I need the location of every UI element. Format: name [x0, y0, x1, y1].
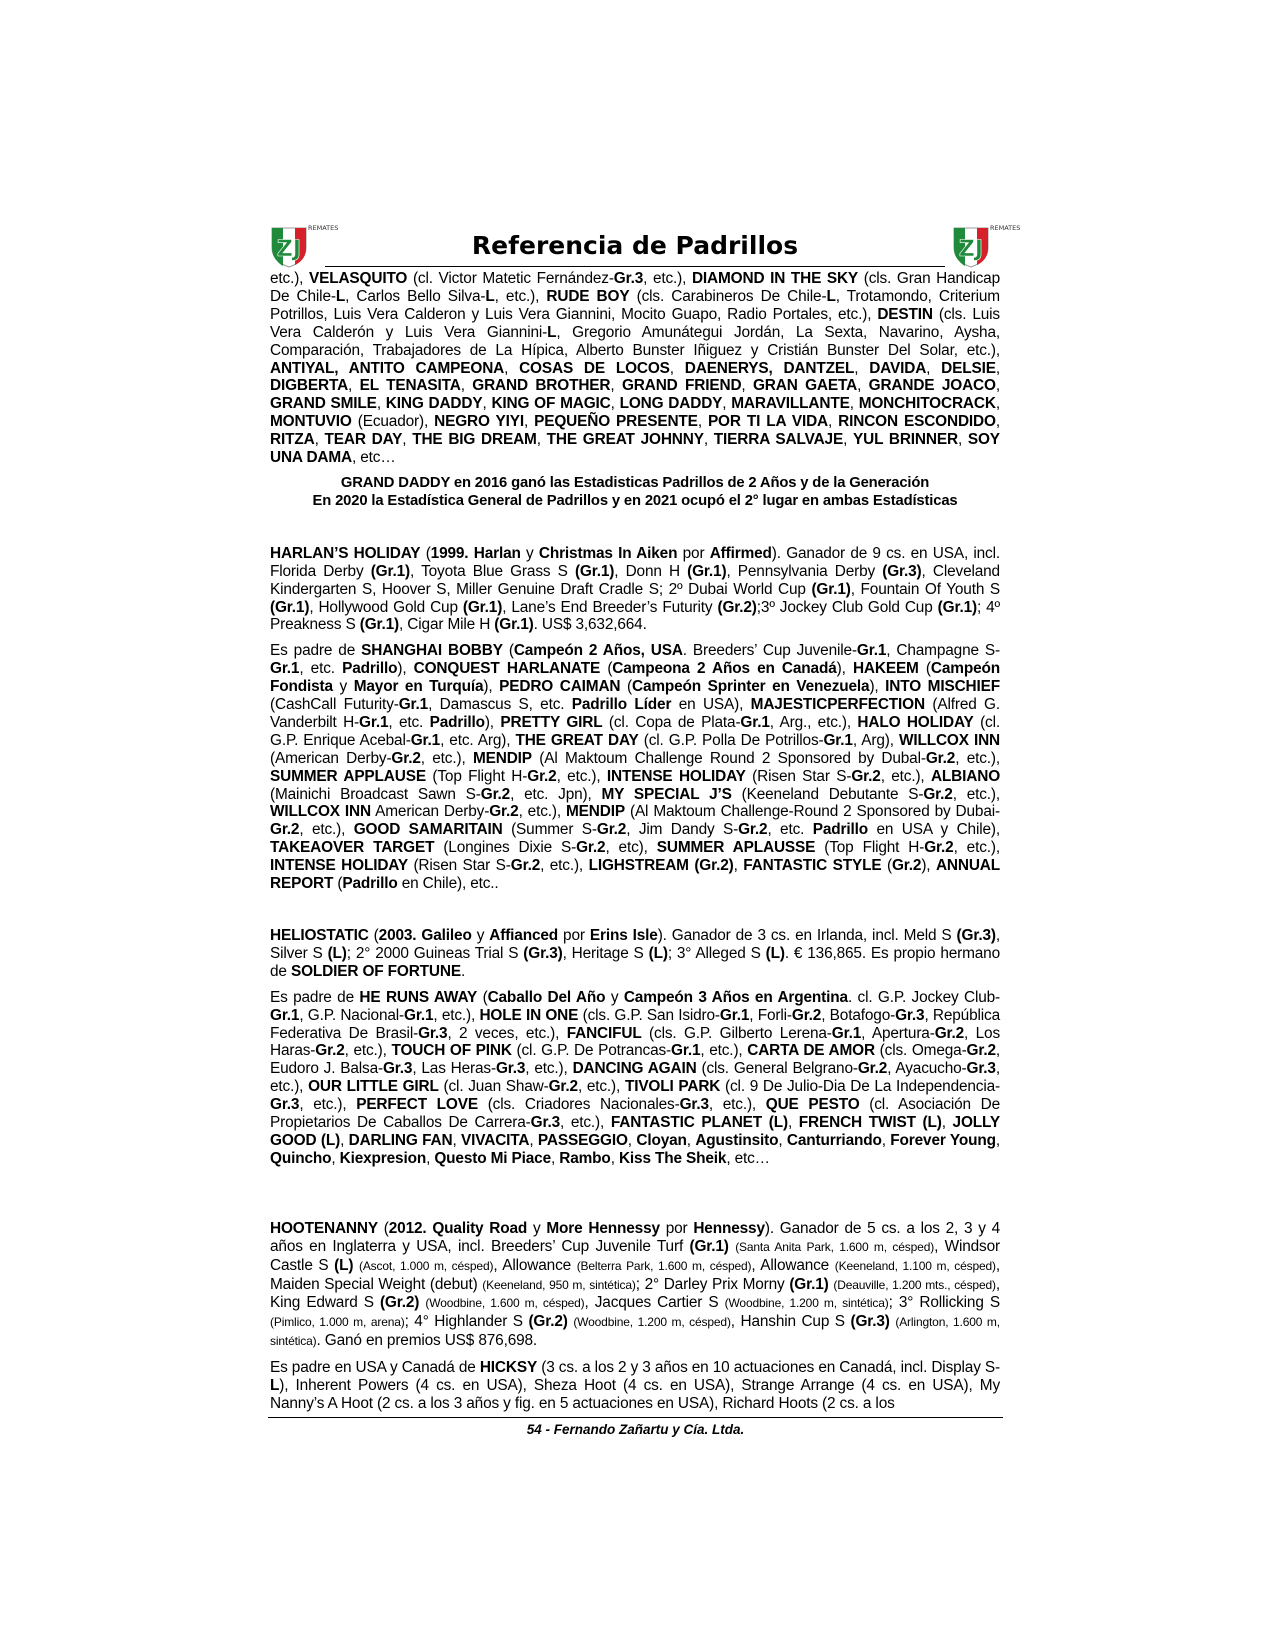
paragraph-heliostatic-progeny: Es padre de HE RUNS AWAY (Caballo Del Año y Campeón 3 Años en Argentina. cl. G.P. Jockey Club-Gr.1, G.P. Nacional-Gr.1, etc.), HOLE IN ONE (cls. G.P. San Isidro-Gr.1, Forli-Gr.2, Botafogo-Gr.3, República Federativa De Brasil-Gr.3, 2 veces, etc.), FANCIFUL (cls. G.P. Gilberto Lerena-Gr.1, Apertura-Gr.2, Los Haras-Gr.2, etc.), TOUCH OF PINK (cl. G.P. De Potrancas-Gr.1, etc.), CARTA DE AMOR (cls. Omega-Gr.2, Eudoro J. Balsa-Gr.3, Las Heras-Gr.3, etc.), DANCING AGAIN (cls. General Belgrano-Gr.2, Ayacucho-Gr.3, etc.), OUR LITTLE GIRL (cl. Juan Shaw-Gr.2, etc.), TIVOLI PARK (cl. 9 De Julio-Dia De La Independencia-Gr.3, etc.), PERFECT LOVE (cls. Criadores Nacionales-Gr.3, etc.), QUE PESTO (cl. Asociación De Propietarios De Caballos De Carrera-Gr.3, etc.), FANTASTIC PLANET (L), FRENCH TWIST (L), JOLLY GOOD (L), DARLING FAN, VIVACITA, PASSEGGIO, Cloyan, Agustinsito, Canturriando, Forever Young, Quincho, Kiexpresion, Questo Mi Piace, Rambo, Kiss The Sheik, etc…	[270, 988, 1001, 1167]
shield-icon	[952, 226, 990, 268]
page-footer: 54 - Fernando Zañartu y Cía. Ltda.	[526, 1422, 745, 1437]
header-rule	[325, 266, 945, 267]
logo-vertical-text: REMATES	[990, 224, 1021, 232]
statistics-note-line-1: GRAND DADDY en 2016 ganó las Estadisticas Padrillos de 2 Años y de la Generación	[340, 474, 930, 491]
footer-rule	[268, 1417, 1003, 1418]
svg-text:ZJ: ZJ	[276, 237, 302, 262]
paragraph-harlans-holiday: HARLAN’S HOLIDAY (1999. Harlan y Christmas In Aiken por Affirmed). Ganador de 9 cs. en USA, incl. Florida Derby (Gr.1), Toyota Blue Grass S (Gr.1), Donn H (Gr.1), Pennsylvania Derby (Gr.3), Cleveland Kindergarten S, Hoover S, Miller Genuine Draft Cradle S; 2º Dubai World Cup (Gr.1), Fountain Of Youth S (Gr.1), Hollywood Gold Cup (Gr.1), Lane’s End Breeder’s Futurity (Gr.2);3º Jockey Club Gold Cup (Gr.1); 4º Preakness S (Gr.1), Cigar Mile H (Gr.1). US$ 3,632,664.	[270, 544, 1000, 634]
remates-logo-right	[952, 224, 1021, 268]
page-title: Referencia de Padrillos	[471, 231, 799, 260]
paragraph-harlans-holiday-progeny: Es padre de SHANGHAI BOBBY (Campeón 2 Años, USA. Breeders’ Cup Juvenile-Gr.1, Champagne S-Gr.1, etc. Padrillo), CONQUEST HARLANATE (Campeona 2 Años en Canadá), HAKEEM (Campeón Fondista y Mayor en Turquía), PEDRO CAIMAN (Campeón Sprinter en Venezuela), INTO MISCHIEF (CashCall Futurity-Gr.1, Damascus S, etc. Padrillo Líder en USA), MAJESTICPERFECTION (Alfred G. Vanderbilt H-Gr.1, etc. Padrillo), PRETTY GIRL (cl. Copa de Plata-Gr.1, Arg., etc.), HALO HOLIDAY (cl. G.P. Enrique Acebal-Gr.1, etc. Arg), THE GREAT DAY (cl. G.P. Polla De Potrillos-Gr.1, Arg), WILLCOX INN (American Derby-Gr.2, etc.), MENDIP (Al Maktoum Challenge Round 2 Sponsored by Dubal-Gr.2, etc.), SUMMER APPLAUSE (Top Flight H-Gr.2, etc.), INTENSE HOLIDAY (Risen Star S-Gr.2, etc.), ALBIANO (Mainichi Broadcast Sawn S-Gr.2, etc. Jpn), MY SPECIAL J’S (Keeneland Debutante S-Gr.2, etc.), WILLCOX INN American Derby-Gr.2, etc.), MENDIP (Al Maktoum Challenge-Round 2 Sponsored by Dubai-Gr.2, etc.), GOOD SAMARITAIN (Summer S-Gr.2, Jim Dandy S-Gr.2, etc. Padrillo en USA y Chile), TAKEAOVER TARGET (Longines Dixie S-Gr.2, etc), SUMMER APLAUSSE (Top Flight H-Gr.2, etc.), INTENSE HOLIDAY (Risen Star S-Gr.2, etc.), LIGHSTREAM (Gr.2), FANTASTIC STYLE (Gr.2), ANNUAL REPORT (Padrillo en Chile), etc..	[270, 642, 1001, 893]
paragraph-grand-daddy-progeny: etc.), VELASQUITO (cl. Victor Matetic Fernández-Gr.3, etc.), DIAMOND IN THE SKY (cls. Gran Handicap De Chile-L, Carlos Bello Silva-L, etc.), RUDE BOY (cls. Carabineros De Chile-L, Trotamondo, Criterium Potrillos, Luis Vera Calderon y Luis Vera Giannini, Mocito Guapo, Radio Portales, etc.), DESTIN (cls. Luis Vera Calderón y Luis Vera Giannini-L, Gregorio Amunátegui Jordán, La Sexta, Navarino, Aysha, Comparación, Trabajadores de La Hípica, Alberto Bunster Iñiguez y Cristián Bunster Del Solar, etc.), ANTIYAL, ANTITO CAMPEONA, COSAS DE LOCOS, DAENERYS, DANTZEL, DAVIDA, DELSIE, DIGBERTA, EL TENASITA, GRAND BROTHER, GRAND FRIEND, GRAN GAETA, GRANDE JOACO, GRAND SMILE, KING DADDY, KING OF MAGIC, LONG DADDY, MARAVILLANTE, MONCHITOCRACK, MONTUVIO (Ecuador), NEGRO YIYI, PEQUEÑO PRESENTE, POR TI LA VIDA, RINCON ESCONDIDO, RITZA, TEAR DAY, THE BIG DREAM, THE GREAT JOHNNY, TIERRA SALVAJE, YUL BRINNER, SOY UNA DAMA, etc…	[270, 270, 1000, 467]
paragraph-heliostatic: HELIOSTATIC (2003. Galileo y Affianced por Erins Isle). Ganador de 3 cs. en Irlanda, incl. Meld S (Gr.3), Silver S (L); 2° 2000 Guineas Trial S (Gr.3), Heritage S (L); 3° Alleged S (L). € 136,865. Es propio hermano de SOLDIER OF FORTUNE.	[270, 927, 1001, 980]
paragraph-hootenanny-progeny: Es padre en USA y Canadá de HICKSY (3 cs. a los 2 y 3 años en 10 actuaciones en Canadá, incl. Display S-L), Inherent Powers (4 cs. en USA), Sheza Hoot (4 cs. en USA), Strange Arrange (4 cs. en USA), My Nanny’s A Hoot (2 cs. a los 3 años y fig. en 5 actuaciones en USA), Richard Hoots (2 cs. a los	[270, 1359, 1000, 1412]
page-header	[270, 224, 1021, 268]
statistics-note-line-2: En 2020 la Estadística General de Padrillos y en 2021 ocupó el 2° lugar en ambas Estadísticas	[312, 492, 958, 509]
logo-vertical-text: REMATES	[308, 224, 339, 232]
svg-text:ZJ: ZJ	[958, 237, 984, 262]
paragraph-hootenanny: HOOTENANNY (2012. Quality Road y More Hennessy por Hennessy). Ganador de 5 cs. a los 2, 3 y 4 años en Inglaterra y USA, incl. Breeders’ Cup Juvenile Turf (Gr.1) (Santa Anita Park, 1.600 m, césped), Windsor Castle S (L) (Ascot, 1.000 m, césped), Allowance (Belterra Park, 1.600 m, césped), Allowance (Keeneland, 1.100 m, césped), Maiden Special Weight (debut) (Keeneland, 950 m, sintética); 2° Darley Prix Morny (Gr.1) (Deauville, 1.200 mts., césped), King Edward S (Gr.2) (Woodbine, 1.600 m, césped), Jacques Cartier S (Woodbine, 1.200 m, sintética); 3° Rollicking S (Pimlico, 1.000 m, arena); 4° Highlander S (Gr.2) (Woodbine, 1.200 m, césped), Hanshin Cup S (Gr.3) (Arlington, 1.600 m, sintética). Ganó en premios US$ 876,698.	[270, 1219, 1001, 1350]
document-body	[270, 270, 1000, 1413]
